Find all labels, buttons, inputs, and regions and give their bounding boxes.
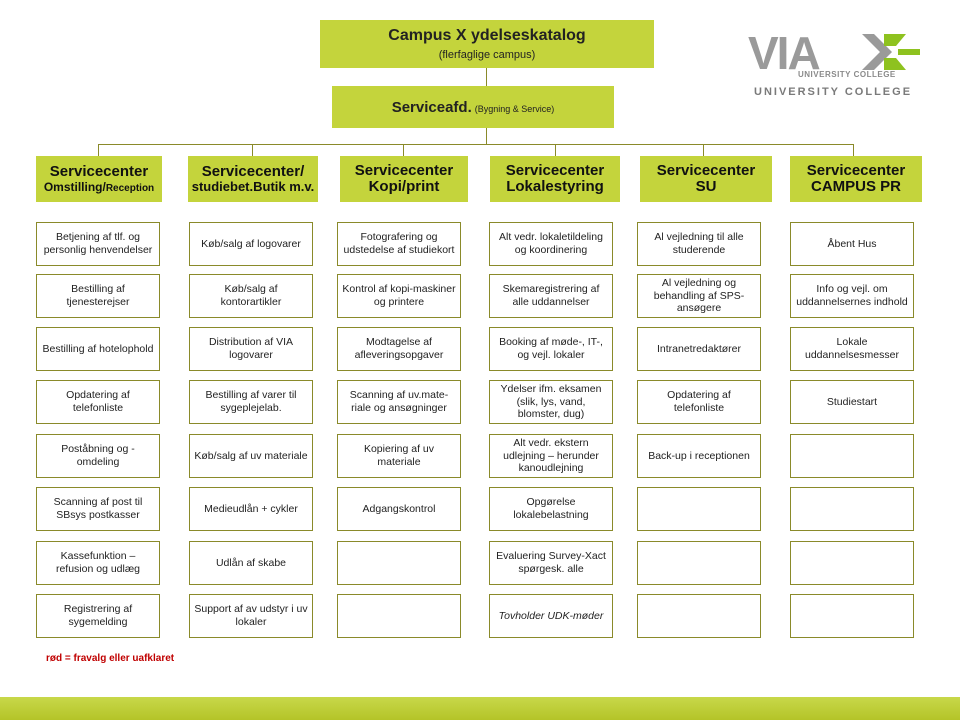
service-item: Evaluering Survey-Xact spørgesk. alle (489, 541, 613, 585)
connector-col-5 (703, 144, 704, 156)
service-item: Al vejledning til alle studerende (637, 222, 761, 266)
service-item: Alt vedr. ekstern udlejning – herunder kanoudlejning (489, 434, 613, 478)
service-item: Modtagelse af afleveringsopgaver (337, 327, 461, 371)
via-logo-arrow-icon (862, 34, 922, 74)
service-item: Lokale uddannelsesmesser (790, 327, 914, 371)
column-header-3-line2: Kopi/print (368, 178, 440, 195)
service-item: Åbent Hus (790, 222, 914, 266)
column-header-5-line2: SU (695, 178, 717, 195)
service-item (637, 594, 761, 638)
service-item: Skemaregistrering af alle uddannelser (489, 274, 613, 318)
column-header-4 (490, 156, 620, 202)
service-item: Ydelser ifm. eksamen (slik, lys, vand, blomster, dug) (489, 380, 613, 424)
service-item (790, 434, 914, 478)
via-logo-mark: VIA (748, 27, 819, 79)
column-header-6 (790, 156, 922, 202)
service-dept-title: Serviceafd. (391, 98, 472, 116)
service-item: Alt vedr. lokaletildeling og koordinering (489, 222, 613, 266)
column-header-5-line1: Servicecenter (656, 161, 756, 179)
service-dept-note: (Bygning & Service) (474, 103, 555, 114)
column-header-6-line1: Servicecenter (806, 161, 906, 179)
column-header-2-line2: studiebet.Butik m.v. (191, 179, 315, 195)
legend-text: rød = fravalg eller uafklaret (46, 653, 175, 664)
catalog-title: Campus X ydelseskatalog (388, 27, 586, 44)
service-item: Medieudlån + cykler (189, 487, 313, 531)
service-item: Tovholder UDK-møder (489, 594, 613, 638)
service-item: Studiestart (790, 380, 914, 424)
column-header-1-line2b: Reception (105, 182, 155, 194)
service-item (637, 487, 761, 531)
service-item: Opgørelse lokalebelastning (489, 487, 613, 531)
service-item (790, 541, 914, 585)
catalog-title-box (320, 20, 654, 68)
service-item: Kopiering af uv materiale (337, 434, 461, 478)
service-item: Betjening af tlf. og personlig henvendelser (36, 222, 160, 266)
service-item: Distribution af VIA logovarer (189, 327, 313, 371)
connector-col-3 (403, 144, 404, 156)
service-dept-box (332, 86, 614, 128)
via-logo (746, 27, 921, 102)
service-item: Bestilling af tjenesterejser (36, 274, 160, 318)
service-item (337, 594, 461, 638)
column-header-4-line2: Lokalestyring (506, 178, 604, 195)
service-item: Scanning af uv.mate-riale og ansøgninger (337, 380, 461, 424)
service-item (337, 541, 461, 585)
service-item: Adgangskontrol (337, 487, 461, 531)
service-item: Kassefunktion – refusion og udlæg (36, 541, 160, 585)
service-item: Køb/salg af logovarer (189, 222, 313, 266)
connector-horizontal (98, 144, 853, 145)
column-header-1-line1: Servicecenter (49, 163, 149, 181)
service-item: Poståbning og -omdeling (36, 434, 160, 478)
column-header-4-line1: Servicecenter (505, 161, 605, 179)
column-header-6-line2: CAMPUS PR (810, 178, 901, 195)
catalog-subtitle: (flerfaglige campus) (438, 49, 536, 61)
connector-top (486, 68, 487, 86)
service-item: Back-up i receptionen (637, 434, 761, 478)
column-header-1 (36, 156, 162, 202)
connector-col-4 (555, 144, 556, 156)
connector-service (486, 128, 487, 144)
service-item (790, 487, 914, 531)
service-item: Scanning af post til SBsys postkasser (36, 487, 160, 531)
service-item: Al vejledning og behandling af SPS-ansøgere (637, 274, 761, 318)
service-item: Bestilling af varer til sygeplejelab. (189, 380, 313, 424)
connector-col-2 (252, 144, 253, 156)
connector-col-6 (853, 144, 854, 156)
service-item: Opdatering af telefonliste (36, 380, 160, 424)
service-item: Info og vejl. om uddannelsernes indhold (790, 274, 914, 318)
column-header-3 (340, 156, 468, 202)
service-item: Udlån af skabe (189, 541, 313, 585)
service-item: Fotografering og udstedelse af studiekort (337, 222, 461, 266)
via-logo-big-text: UNIVERSITY COLLEGE (754, 86, 913, 98)
column-header-3-line1: Servicecenter (354, 161, 454, 179)
service-item: Kontrol af kopi-maskiner og printere (337, 274, 461, 318)
service-item: Registrering af sygemelding (36, 594, 160, 638)
via-logo-small-text: UNIVERSITY COLLEGE (798, 70, 896, 79)
footer-bar (0, 697, 960, 720)
service-item: Køb/salg af uv materiale (189, 434, 313, 478)
service-item (790, 594, 914, 638)
column-header-2-line1: Servicecenter/ (201, 162, 305, 180)
service-item: Opdatering af telefonliste (637, 380, 761, 424)
column-header-2 (188, 156, 318, 202)
service-item: Køb/salg af kontorartikler (189, 274, 313, 318)
connector-col-1 (98, 144, 99, 156)
service-item: Bestilling af hotelophold (36, 327, 160, 371)
service-item: Booking af møde-, IT-, og vejl. lokaler (489, 327, 613, 371)
service-item (637, 541, 761, 585)
service-item: Support af av udstyr i uv lokaler (189, 594, 313, 638)
column-header-5 (640, 156, 772, 202)
service-item: Intranetredaktører (637, 327, 761, 371)
column-header-1-line2: Omstilling/ (43, 179, 106, 194)
